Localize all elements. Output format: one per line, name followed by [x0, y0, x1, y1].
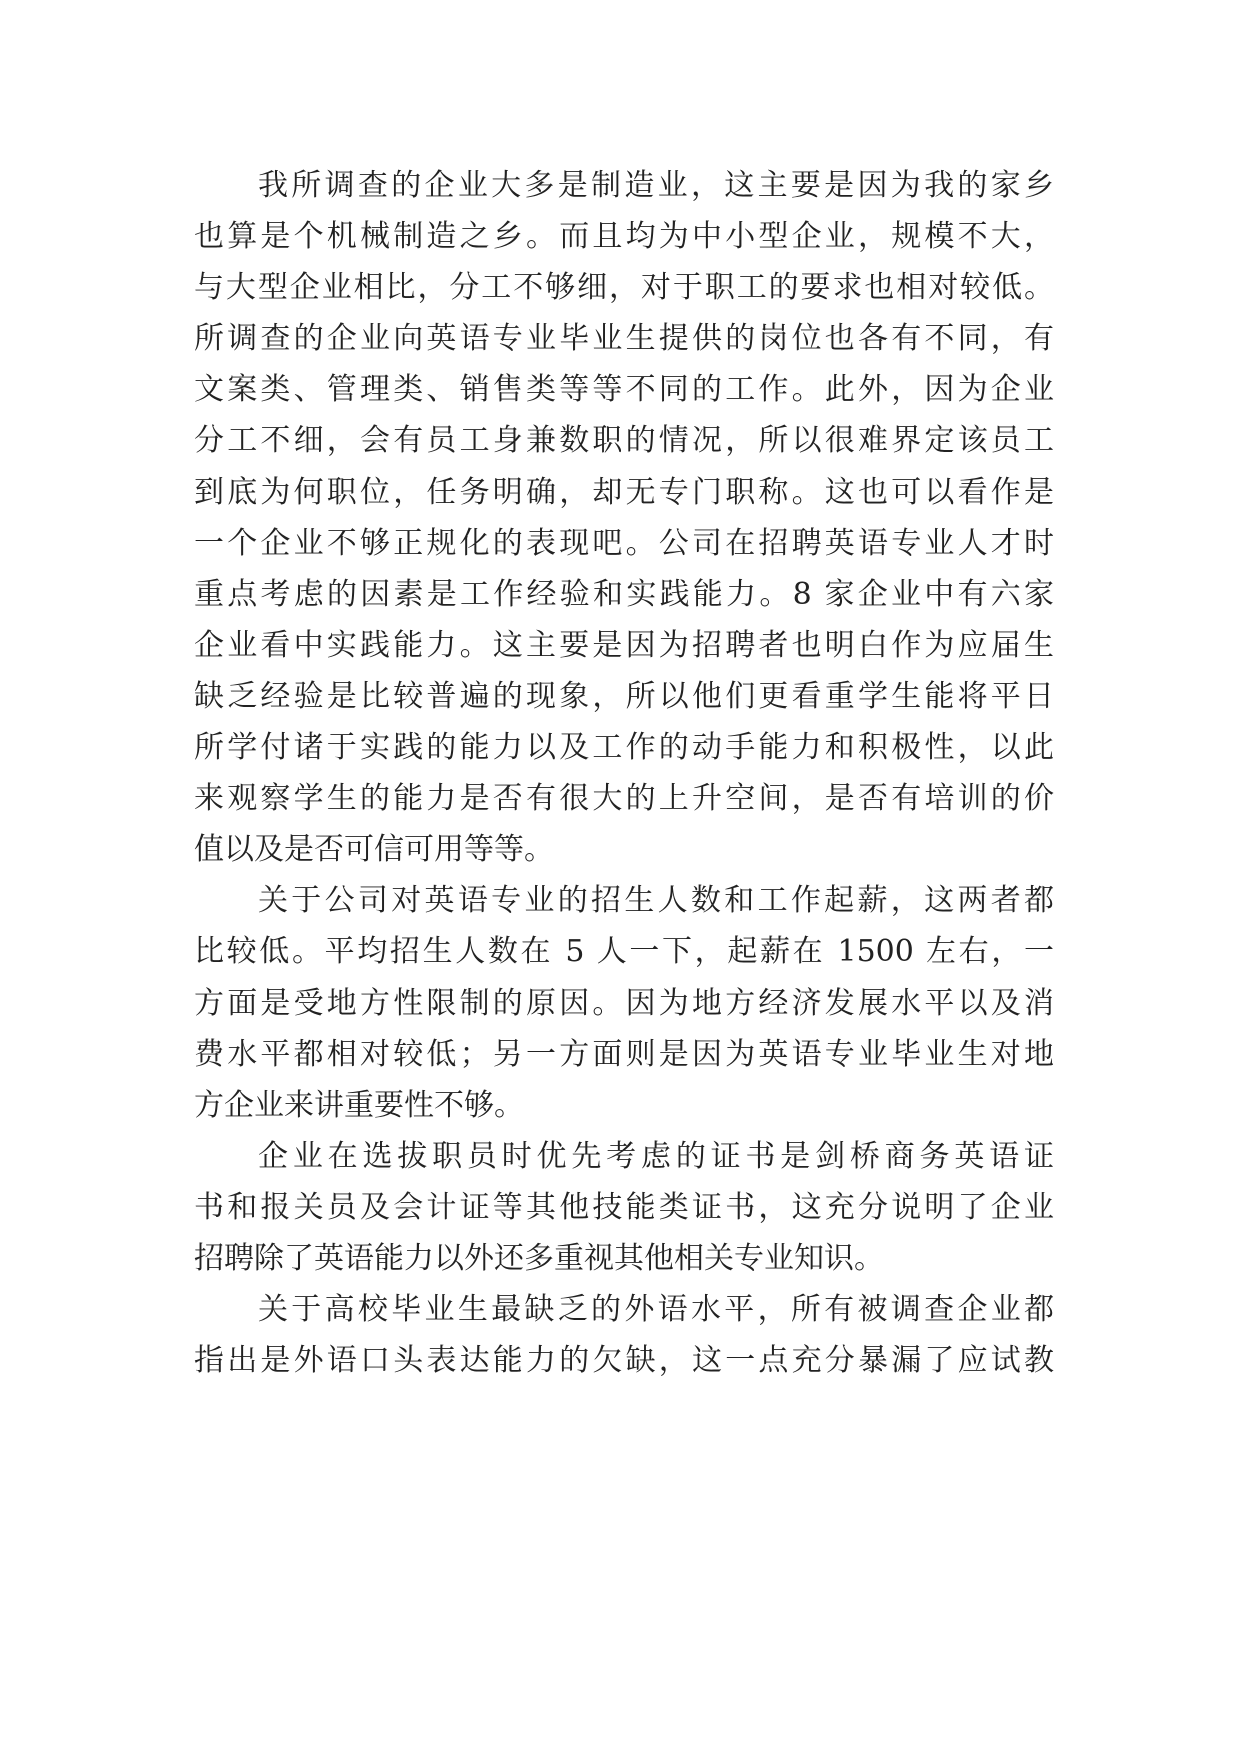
text-line: 关于公司对英语专业的招生人数和工作起薪，这两者都 [258, 883, 1054, 919]
text-line: 企业看中实践能力。这主要是因为招聘者也明白作为应届生 [194, 627, 1054, 663]
text-line: 文案类、管理类、销售类等等不同的工作。此外，因为企业 [194, 372, 1054, 408]
text-line: 企业在选拔职员时优先考虑的证书是剑桥商务英语证 [258, 1138, 1054, 1174]
text-line: 分工不细，会有员工身兼数职的情况，所以很难界定该员工 [194, 423, 1054, 459]
text-line: 书和报关员及会计证等其他技能类证书，这充分说明了企业 [194, 1189, 1054, 1225]
text-line: 所学付诸于实践的能力以及工作的动手能力和积极性，以此 [194, 730, 1054, 766]
text-line: 指出是外语口头表达能力的欠缺，这一点充分暴漏了应试教 [194, 1343, 1054, 1379]
text-line: 缺乏经验是比较普遍的现象，所以他们更看重学生能将平日 [194, 678, 1054, 714]
text-line: 到底为何职位，任务明确，却无专门职称。这也可以看作是 [194, 474, 1054, 510]
text-line: 值以及是否可信可用等等。 [194, 832, 554, 868]
text-line: 一个企业不够正规化的表现吧。公司在招聘英语专业人才时 [194, 525, 1054, 561]
text-line: 方面是受地方性限制的原因。因为地方经济发展水平以及消 [194, 985, 1054, 1021]
text-line: 与大型企业相比，分工不够细，对于职工的要求也相对较低。 [194, 270, 1054, 306]
text-line: 费水平都相对较低；另一方面则是因为英语专业毕业生对地 [194, 1036, 1054, 1072]
text-line: 招聘除了英语能力以外还多重视其他相关专业知识。 [194, 1240, 884, 1276]
text-line: 方企业来讲重要性不够。 [194, 1087, 524, 1123]
text-line: 我所调查的企业大多是制造业，这主要是因为我的家乡 [258, 168, 1054, 203]
text-line: 来观察学生的能力是否有很大的上升空间，是否有培训的价 [194, 781, 1054, 817]
document-body [194, 160, 1054, 1386]
text-line: 也算是个机械制造之乡。而且均为中小型企业，规模不大， [194, 219, 1054, 255]
text-line: 比较低。平均招生人数在 5 人一下，起薪在 1500 左右，一 [194, 934, 1054, 970]
text-line: 重点考虑的因素是工作经验和实践能力。8 家企业中有六家 [194, 576, 1054, 612]
text-line: 所调查的企业向英语专业毕业生提供的岗位也各有不同，有 [194, 321, 1054, 357]
text-line: 关于高校毕业生最缺乏的外语水平，所有被调查企业都 [258, 1292, 1054, 1328]
